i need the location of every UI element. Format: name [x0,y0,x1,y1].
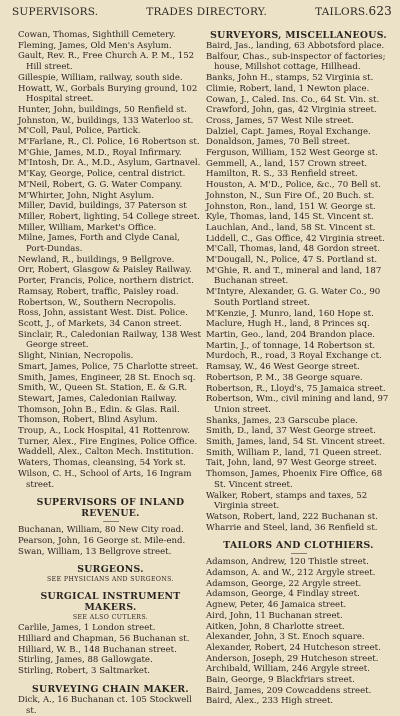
directory-entry: Martin, J., of tonnage, 14 Robertson st. [206,340,376,351]
directory-entry: Thomson, John B., Edin. & Glas. Rail. [18,404,180,415]
directory-entry: M'Dougall, N., Police, 47 S. Portland st. [206,255,378,266]
directory-entry: Orr, Robert, Glasgow & Paisley Railway. [18,265,192,276]
directory-entry: Newland, R., buildings, 9 Bellgrove. [18,254,175,265]
directory-entry: Robertson, P. M., 38 George square. [206,372,363,383]
directory-entry: Johnston, N., Sun Fire Of., 20 Buch. st. [206,190,375,201]
directory-entry: Waddell, Alex., Calton Mech. Institution. [18,447,194,458]
directory-entry: Smith, D., land, 37 West George street. [206,426,376,437]
directory-entry: Fleming, James, Old Men's Asylum. [18,40,172,51]
directory-entry: M'Farlane, R., Cl. Police, 16 Robertson st. [18,137,200,148]
tailors-list [206,557,391,707]
directory-entry: M'Ghie, R. and T., mineral and land, 187 Buchanan street. [206,265,382,287]
directory-entry: Aitken, John, 8 Charlotte street. [206,621,345,632]
directory-entry: Liddell, C., Gas Office, 42 Virginia street. [206,233,385,244]
surveying-chain-heading: SURVEYING CHAIN MAKER. [32,683,189,695]
surgical-instrument-heading: SURGICAL INSTRUMENT MAKERS. [40,591,181,614]
surgical-instrument-list [18,623,203,677]
directory-entry: M'Neil, Robert, G. G. Water Company. [18,179,183,190]
directory-entry: Alexander, Robert, 24 Hutcheson street. [206,642,381,653]
directory-entry: Miller, William, Market's Office. [18,222,157,233]
directory-entry: Cowan, Thomas, Sighthill Cemetery. [18,30,176,40]
directory-entry: Baird, James, 209 Cowcaddens street. [206,685,372,696]
directory-entry: M'Kenzie, J. Munro, land, 160 Hope st. [206,308,374,319]
directory-entry: Gemmell, A., land, 157 Crown street. [206,158,368,169]
directory-entry: Alexander, John, 3 St. Enoch square. [206,632,365,643]
left-column [18,30,203,716]
directory-entry: Balfour, Chas., sub-inspector of factories; house, Millshot cottage, Hillhead. [206,51,386,73]
directory-entry: Hilliard and Chapman, 56 Buchanan st. [18,634,190,645]
surveyors-heading: SURVEYORS, MISCELLANEOUS. [210,30,387,41]
running-head [12,4,392,18]
surveyors-list [206,41,391,533]
directory-entry: Anderson, Joseph, 29 Hutcheson street. [206,653,379,664]
supervisors-list [18,30,203,490]
directory-entry: Ross, John, assistant West. Dist. Police. [18,308,188,319]
directory-entry: Martin, Geo., land, 204 Brandon place. [206,329,376,340]
directory-entry: M'Coll, Paul, Police, Partick. [18,126,141,137]
directory-entry: Miller, Robert, lighting, 54 College street. [18,211,200,222]
directory-entry: Climie, Robert, land, 1 Newton place. [206,83,370,94]
heading-rule [291,553,307,554]
directory-entry: Tait, John, land, 97 West George street. [206,458,377,469]
directory-entry: Ramsay, Robert, traffic, Paisley road. [18,286,179,297]
directory-entry: Adamson, George, 22 Argyle street. [206,578,362,589]
directory-entry: Pearson, John, 16 George st. Mile-end. [18,535,186,546]
running-head-left: SUPERVISORS. [12,6,99,18]
directory-entry: Ferguson, William, 152 West George st. [206,148,378,159]
directory-entry: Baird, Jas., landing, 63 Abbotsford place. [206,41,385,51]
page-number: 623 [368,4,392,18]
directory-entry: Houston, A. M'D., Police, &c., 70 Bell st. [206,180,381,191]
surgeons-heading: SURGEONS. [77,564,144,576]
directory-entry: Smith, James, Engineer, 28 St. Enoch sq. [18,372,196,383]
directory-entry: Thomson, James, Phoenix Fire Office, 68 St. Vincent street. [206,469,383,490]
directory-entry: Swan, William, 13 Bellgrove street. [18,546,172,557]
directory-entry: Agnew, Peter, 46 Jamaica street. [206,600,347,611]
directory-entry: Banks, John H., stamps, 52 Virginia st. [206,73,374,84]
directory-entry: Stirling, Robert, 3 Saltmarket. [18,666,150,677]
directory-entry: Robertson, W., Southern Necropolis. [18,297,177,308]
heading-rule [103,521,119,522]
surgeons-crossref: SEE PHYSICIANS AND SURGEONS. [47,576,174,584]
directory-entry: Milne, James, Forth and Clyde Canal, Port-Dundas. [18,233,180,255]
directory-entry: Buchanan, William, 80 New City road. [18,525,184,536]
directory-entry: Stirling, James, 88 Gallowgate. [18,655,153,666]
right-column [206,30,391,709]
directory-entry: Donaldson, James, 70 Bell street. [206,137,351,148]
directory-entry: Johnston, Ron., land, 151 W. George st. [206,201,376,212]
directory-entry: Wilson, C. H., School of Arts, 16 Ingram street. [18,468,192,490]
directory-entry: Stewart, James, Caledonian Railway. [18,393,177,404]
directory-entry: M'Intyre, Alexander, G. G. Water Co., 90 South Portland street. [206,287,381,308]
inland-revenue-heading: SUPERVISORS OF INLAND REVENUE. [36,497,185,520]
directory-entry: Hunter, John, buildings, 50 Renfield st. [18,104,187,115]
directory-entry: Adamson, Andrew, 120 Thistle street. [206,557,369,568]
directory-entry: Waters, Thomas, cleansing, 54 York st. [18,458,186,469]
directory-entry: Aird, John, 11 Buchanan street. [206,610,343,621]
surgical-instrument-crossref: SEE ALSO CUTLERS. [72,614,149,622]
directory-entry: M'Ghie, James, M.D., Royal Infirmary. [18,147,182,158]
directory-entry: Howatt, W., Gorbals Burying ground, 102 Hospital street. [18,83,198,105]
tailors-heading: TAILORS AND CLOTHIERS. [223,540,374,552]
directory-entry: Dick, A., 16 Buchanan ct. 105 Stockwell st. [18,694,192,716]
directory-entry: Shanks, James, 23 Garscube place. [206,415,358,426]
directory-entry: Smith, W., Queen St. Station, E. & G.R. [18,383,188,394]
directory-entry: Hilliard, W. B., 148 Buchanan street. [18,644,177,655]
directory-entry: Lauchlan, And., land, 58 St. Vincent st. [206,222,376,233]
directory-entry: Carlile, James, 1 London street. [18,623,156,634]
directory-entry: Wharrie and Steel, land, 36 Renfield st. [206,522,378,533]
directory-entry: Gillespie, William, railway, south side. [18,72,183,83]
directory-entry: Crawford, John, gas, 42 Virginia street. [206,105,377,116]
directory-entry: Watson, Robert, land, 222 Buchanan st. [206,511,378,522]
directory-entry: Adamson, George, 4 Findlay street. [206,589,360,600]
running-head-right: TAILORS. [315,6,369,18]
directory-entry: Murdoch, R., road, 3 Royal Exchange ct. [206,351,382,362]
directory-entry: Robertson, Wm., civil mining and land, 97 Union street. [206,394,389,415]
directory-entry: Archibald, William, 246 Argyle street. [206,664,370,675]
running-head-center: TRADES DIRECTORY. [146,6,268,18]
directory-entry: Baird, Alex., 233 High street. [206,696,334,707]
directory-entry: Porter, Francis, Police, northern district. [18,276,194,287]
directory-entry: M'Whirter, John, Night Asylum. [18,190,155,201]
directory-entry: Troup, A., Lock Hospital, 41 Rottenrow. [18,426,190,437]
directory-entry: Thomson, Robert, Blind Asylum. [18,415,158,426]
directory-entry: Dalziel, Capt. James, Royal Exchange. [206,126,371,137]
directory-entry: Walker, Robert, stamps and taxes, 52 Virginia street. [206,490,368,512]
directory-entry: Smith, William P., land, 71 Queen street. [206,447,382,458]
directory-entry: Cowan, J., Caled. Ins. Co., 64 St. Vin. st. [206,94,380,105]
directory-entry: Bain, George, 9 Blackfriars street. [206,675,355,686]
directory-entry: M'Call, Thomas, land, 48 Gordon street. [206,244,380,255]
directory-entry: M'Kay, George, Police, central district. [18,169,186,180]
directory-entry: Hamilton, R. S., 33 Renfield street. [206,169,358,180]
directory-entry: Cross, James, 57 West Nile street. [206,115,354,126]
directory-entry: Kyle, Thomas, land, 145 St. Vincent st. [206,212,374,223]
directory-entry: Maclure, Hugh H., land, 8 Princes sq. [206,319,370,330]
directory-entry: Smith, James, land, 54 St. Vincent street. [206,437,386,448]
directory-entry: Slight, Ninian, Necropolis. [18,351,134,362]
directory-entry: Scott, J., of Markets, 34 Canon street. [18,318,182,329]
directory-entry: Johnston, W., buildings, 133 Waterloo st. [18,115,194,126]
surveying-chain-list [18,695,203,716]
directory-entry: Gault, Rev. R., Free Church A. P. M., 152 Hill street. [18,51,195,73]
directory-entry: Turner, Alex., Fire Engines, Police Office. [18,436,198,447]
inland-revenue-list [18,525,203,557]
directory-entry: Smart, James, Police, 75 Charlotte street. [18,361,199,372]
directory-entry: Adamson, A. and W., 212 Argyle street. [206,568,376,579]
directory-entry: Robertson, R., Lloyd's, 75 Jamaica street. [206,383,386,394]
directory-entry: Miller, David, buildings, 37 Paterson st [18,201,187,212]
directory-entry: Ramsay, W., 46 West George street. [206,362,360,373]
directory-entry: Sinclair, R., Caledonian Railway, 138 West George street. [18,329,201,351]
directory-entry: M'Intosh, Dr. A., M.D., Asylum, Gartnavel. [18,158,201,169]
